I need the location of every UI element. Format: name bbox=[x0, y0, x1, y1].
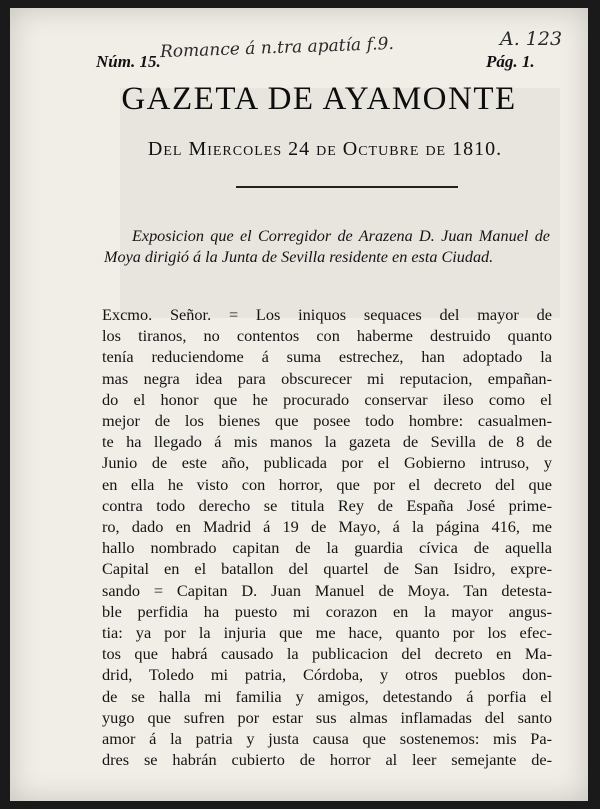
body-line: amor á la patria y justa causa que sostenemos: mis Pa- bbox=[102, 729, 552, 749]
body-line: dres se habrán cubierto de horror al leer semejante de- bbox=[102, 750, 552, 770]
body-line: te ha llegado á mis manos la gazeta de Sevilla de 8 de bbox=[102, 432, 552, 452]
body-line: Junio de este año, publicada por el Gobierno intruso, y bbox=[102, 453, 552, 473]
article-intro: Exposicion que el Corregidor de Arazena D. Juan Manuel de Moya dirigió á la Junta de Sevilla residente en esta Ciudad. bbox=[104, 227, 550, 266]
article-body bbox=[102, 304, 552, 770]
page-number: Pág. 1. bbox=[486, 52, 535, 71]
issue-number: Núm. 15. bbox=[96, 52, 161, 71]
body-line: hallo nombrado capitan de la guardia cívica de aquella bbox=[102, 538, 552, 558]
handwritten-reference: A. 123 bbox=[500, 28, 563, 50]
body-line: drid, Toledo mi patria, Córdoba, y otros pueblos don- bbox=[102, 665, 552, 685]
handwritten-note: Romance á n.tra apatía f.9. bbox=[159, 33, 395, 63]
body-line: do el honor que he procurado conservar ileso como el bbox=[102, 389, 552, 409]
body-line: tos que habrá causado la publicacion del decreto en Ma- bbox=[102, 644, 552, 664]
body-line: Excmo. Señor. = Los iniquos sequaces del mayor de bbox=[102, 305, 552, 324]
body-line: ble perfidia ha puesto mi corazon en la mayor angus- bbox=[102, 601, 552, 621]
divider-rule bbox=[236, 186, 458, 188]
newspaper-page bbox=[10, 8, 588, 801]
masthead-title: GAZETA DE AYAMONTE bbox=[121, 81, 517, 117]
body-line: de se halla mi familia y amigos, detestando á porfia el bbox=[102, 686, 552, 706]
body-line: mas negra idea para obscurecer mi reputacion, empañan- bbox=[102, 368, 552, 388]
body-line: los tiranos, no contentos con haberme destruido quanto bbox=[102, 326, 552, 346]
body-line: ro, dado en Madrid á 19 de Mayo, á la página 416, me bbox=[102, 517, 552, 537]
body-line: tenía reduciendome á suma estrechez, han adoptado la bbox=[102, 347, 552, 367]
body-line: contra todo derecho se titula Rey de España José prime- bbox=[102, 495, 552, 515]
body-line: yugo que sufren por estar sus almas inflamadas del santo bbox=[102, 707, 552, 727]
body-line: tia: ya por la injuria que me hace, quanto por los efec- bbox=[102, 623, 552, 643]
body-line: mejor de los bienes que posee todo hombre: casualmen- bbox=[102, 411, 552, 431]
body-line: Capital en el batallon del quartel de San Isidro, expre- bbox=[102, 559, 552, 579]
body-line: sando = Capitan D. Juan Manuel de Moya. Tan detesta- bbox=[102, 580, 552, 600]
dateline: Del Miercoles 24 de Octubre de 1810. bbox=[147, 138, 503, 160]
body-line: en ella he visto con horror, que por el decreto del que bbox=[102, 474, 552, 494]
bleed-through-shade bbox=[120, 88, 560, 318]
